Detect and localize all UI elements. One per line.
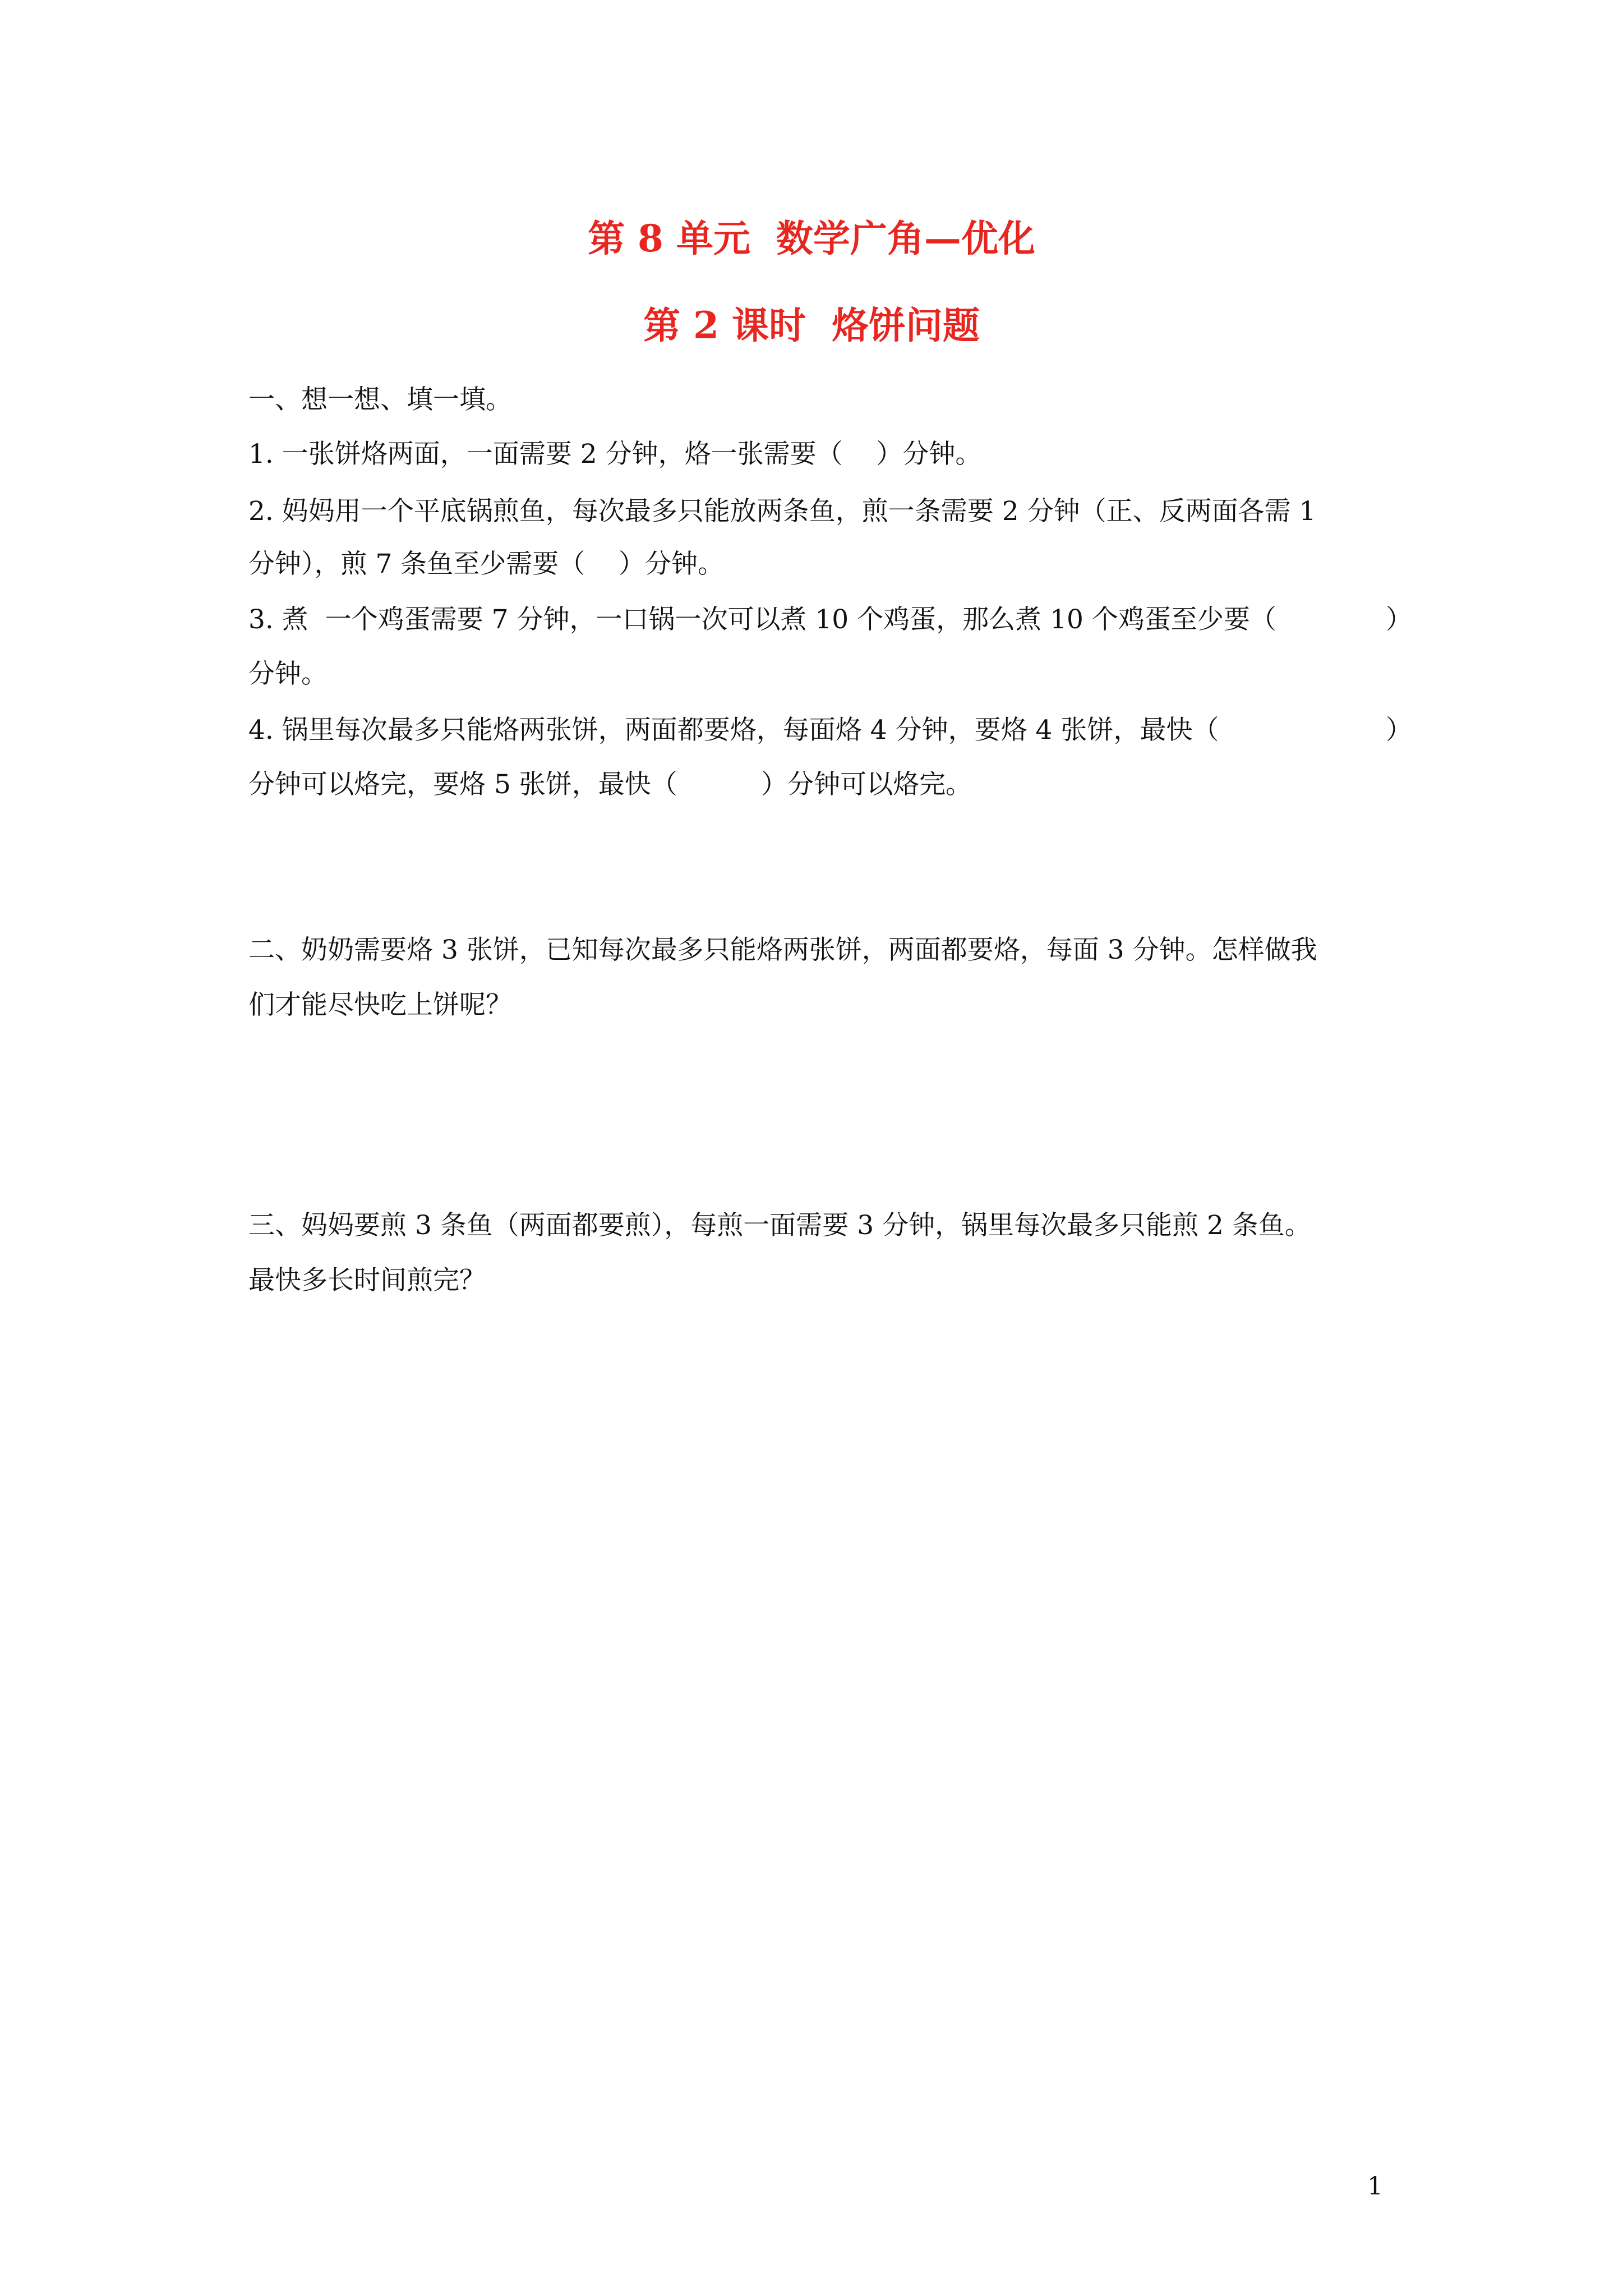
question-4-blank-close: ） <box>1386 715 1412 746</box>
section2-line-1: 二、奶奶需要烙 3 张饼，已知每次最多只能烙两张饼，两面都要烙，每面 3 分钟。怎样做我 <box>248 935 1317 965</box>
question-3-line-2: 分钟。 <box>248 659 328 689</box>
section3-line-2: 最快多长时间煎完？ <box>248 1265 486 1296</box>
question-4-line-2: 分钟可以烙完，要烙 5 张饼，最快（ ）分钟可以烙完。 <box>248 769 972 800</box>
question-3-blank-close: ） <box>1386 604 1412 635</box>
page-number: 1 <box>1367 2172 1383 2201</box>
document-subtitle: 第 2 课时 烙饼问题 <box>643 303 980 347</box>
question-2-line-1: 2. 妈妈用一个平底锅煎鱼，每次最多只能放两条鱼，煎一条需要 2 分钟（正、反两面各需 1 <box>248 496 1316 527</box>
question-4-text: 4. 锅里每次最多只能烙两张饼，两面都要烙，每面烙 4 分钟，要烙 4 张饼，最快（ <box>248 715 1219 746</box>
section1-heading: 一、想一想、填一填。 <box>248 384 512 415</box>
question-1: 1. 一张饼烙两面，一面需要 2 分钟，烙一张需要（ ）分钟。 <box>248 439 982 470</box>
question-4-line-1 <box>248 714 1412 747</box>
document-title: 第 8 单元 数学广角—优化 <box>588 217 1035 260</box>
question-3-text: 3. 煮 一个鸡蛋需要 7 分钟，一口锅一次可以煮 10 个鸡蛋，那么煮 10 个鸡蛋至少要（ <box>248 604 1276 635</box>
section3-line-1: 三、妈妈要煎 3 条鱼（两面都要煎），每煎一面需要 3 分钟，锅里每次最多只能煎 2 条鱼。 <box>248 1210 1311 1241</box>
section2-line-2: 们才能尽快吃上饼呢？ <box>248 990 512 1020</box>
question-2-line-2: 分钟），煎 7 条鱼至少需要（ ）分钟。 <box>248 549 725 579</box>
question-3-line-1 <box>248 603 1412 637</box>
